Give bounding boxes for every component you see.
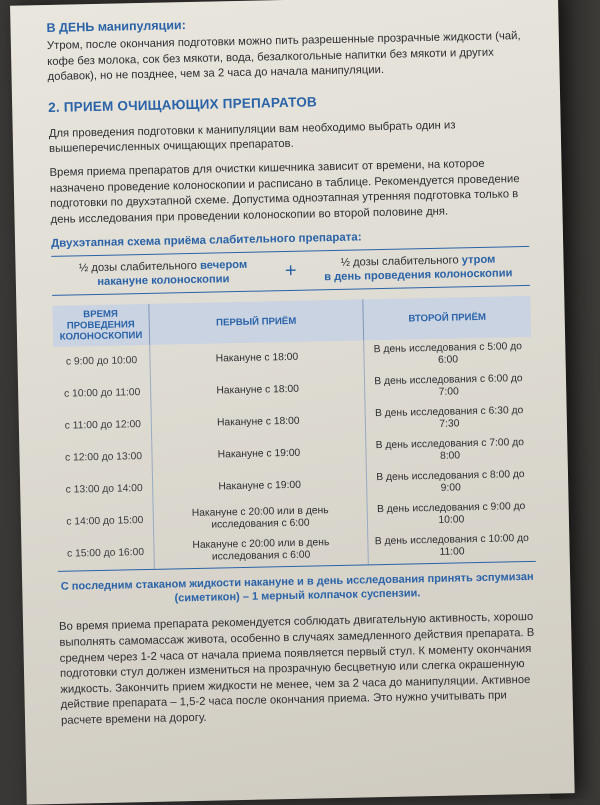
evening-dose-line2: накануне колоноскопии <box>97 273 230 289</box>
cell-time: с 15:00 до 16:00 <box>57 537 154 572</box>
cell-second: В день исследования с 10:00 до 11:00 <box>368 529 536 565</box>
cell-time: с 12:00 до 13:00 <box>55 441 152 475</box>
morning-dose-prefix: ½ дозы слабительного <box>340 254 462 270</box>
cell-first: Накануне с 20:00 или в день исследования с 6:00 <box>153 501 368 537</box>
cell-first: Накануне с 18:00 <box>150 373 365 409</box>
schedule-table <box>52 296 535 572</box>
cell-second: В день исследования с 6:30 до 7:30 <box>374 405 524 431</box>
morning-dose-line2: в день проведения колоноскопии <box>324 267 513 284</box>
header-first-dose: ПЕРВЫЙ ПРИЁМ <box>149 300 364 345</box>
cell-time: с 11:00 до 12:00 <box>55 409 152 443</box>
cell-first: Накануне с 18:00 <box>151 405 366 441</box>
cell-time: с 13:00 до 14:00 <box>56 473 153 507</box>
header-second-dose: ВТОРОЙ ПРИЁМ <box>363 296 531 340</box>
document-content <box>46 7 539 737</box>
scheme-title: Двухэтапная схема приёма слабительного препарата: <box>50 231 362 251</box>
header-time: ВРЕМЯ ПРОВЕДЕНИЯ КОЛОНОСКОПИИ <box>52 304 149 347</box>
simethicone-note: С последним стаканом жидкости накануне и в день исследования принять эспумизан (симетикон) – 1 мерный колпачок суспензии. <box>60 571 534 605</box>
cell-second: В день исследования с 7:00 до 8:00 <box>375 437 525 463</box>
cell-second: В день исследования с 9:00 до 10:00 <box>376 501 526 527</box>
section-title: 2. ПРИЕМ ОЧИЩАЮЩИХ ПРЕПАРАТОВ <box>48 94 318 115</box>
cell-first: Накануне с 18:00 <box>150 341 365 377</box>
intro-heading: В ДЕНЬ манипуляции: <box>46 18 186 35</box>
evening-dose-highlight: вечером <box>199 259 248 273</box>
cell-time: с 10:00 до 11:00 <box>54 377 151 411</box>
cell-time: с 9:00 до 10:00 <box>53 345 150 379</box>
morning-dose-highlight: утром <box>461 253 496 267</box>
cell-second: В день исследования с 6:00 до 7:00 <box>374 373 523 399</box>
cell-first: Накануне с 20:00 или в день исследования с 6:00 <box>154 533 369 570</box>
dose-scheme <box>51 246 530 296</box>
cell-first: Накануне с 19:00 <box>152 469 367 505</box>
document-page <box>10 0 575 805</box>
cell-time: с 14:00 до 15:00 <box>57 505 154 539</box>
cell-second: В день исследования с 8:00 до 9:00 <box>376 469 525 495</box>
cell-first: Накануне с 19:00 <box>152 437 367 473</box>
evening-dose <box>55 258 271 290</box>
outro-text: Во время приема препарата рекомендуется соблюдать двигательную активность, хорошо выполнять самомассаж живота, особенно в случаях замедленного действия препарата. В среднем через 1-2 часа от начала приема появляется первый стул. К моменту окончания подготовки стул должен измениться на прозрачную бесцветную или слегка окрашенную жидкость. Закончить прием жидкости не менее, чем за 2 часа до манипуляции. Активное действие препарата – 1,5-2 часа после окончания приема. Это нужно учитывать при расчете времени на дорогу. <box>58 611 535 727</box>
plus-sign: + <box>284 260 297 283</box>
intro-text: Утром, после окончания подготовки можно пить разрешенные прозрачные жидкости (чай, кофе без молока, сок без мякоти, вода, безалкогольные напитки без мякоти и других добавок), но не позднее, чем за 2 часа до начала манипуляции. <box>46 30 521 84</box>
morning-dose <box>310 252 526 284</box>
cell-second: В день исследования с 5:00 до 6:00 <box>373 341 523 367</box>
section-paragraph-2: Время приема препаратов для очистки кишечника зависит от времени, на которое назначено проведение колоноскопии и расписано в таблице. Рекомендуется проведение подготовки по двухэтапной схеме. Допустима одноэтапная утренняя подготовка только в день исследования при проведении колоноскопии во второй половине дня. <box>49 157 520 226</box>
section-paragraph-1: Для проведения подготовки к манипуляции вам необходимо выбрать один из вышеперечисленных очищающих препаратов. <box>48 119 456 156</box>
evening-dose-prefix: ½ дозы слабительного <box>78 260 201 275</box>
